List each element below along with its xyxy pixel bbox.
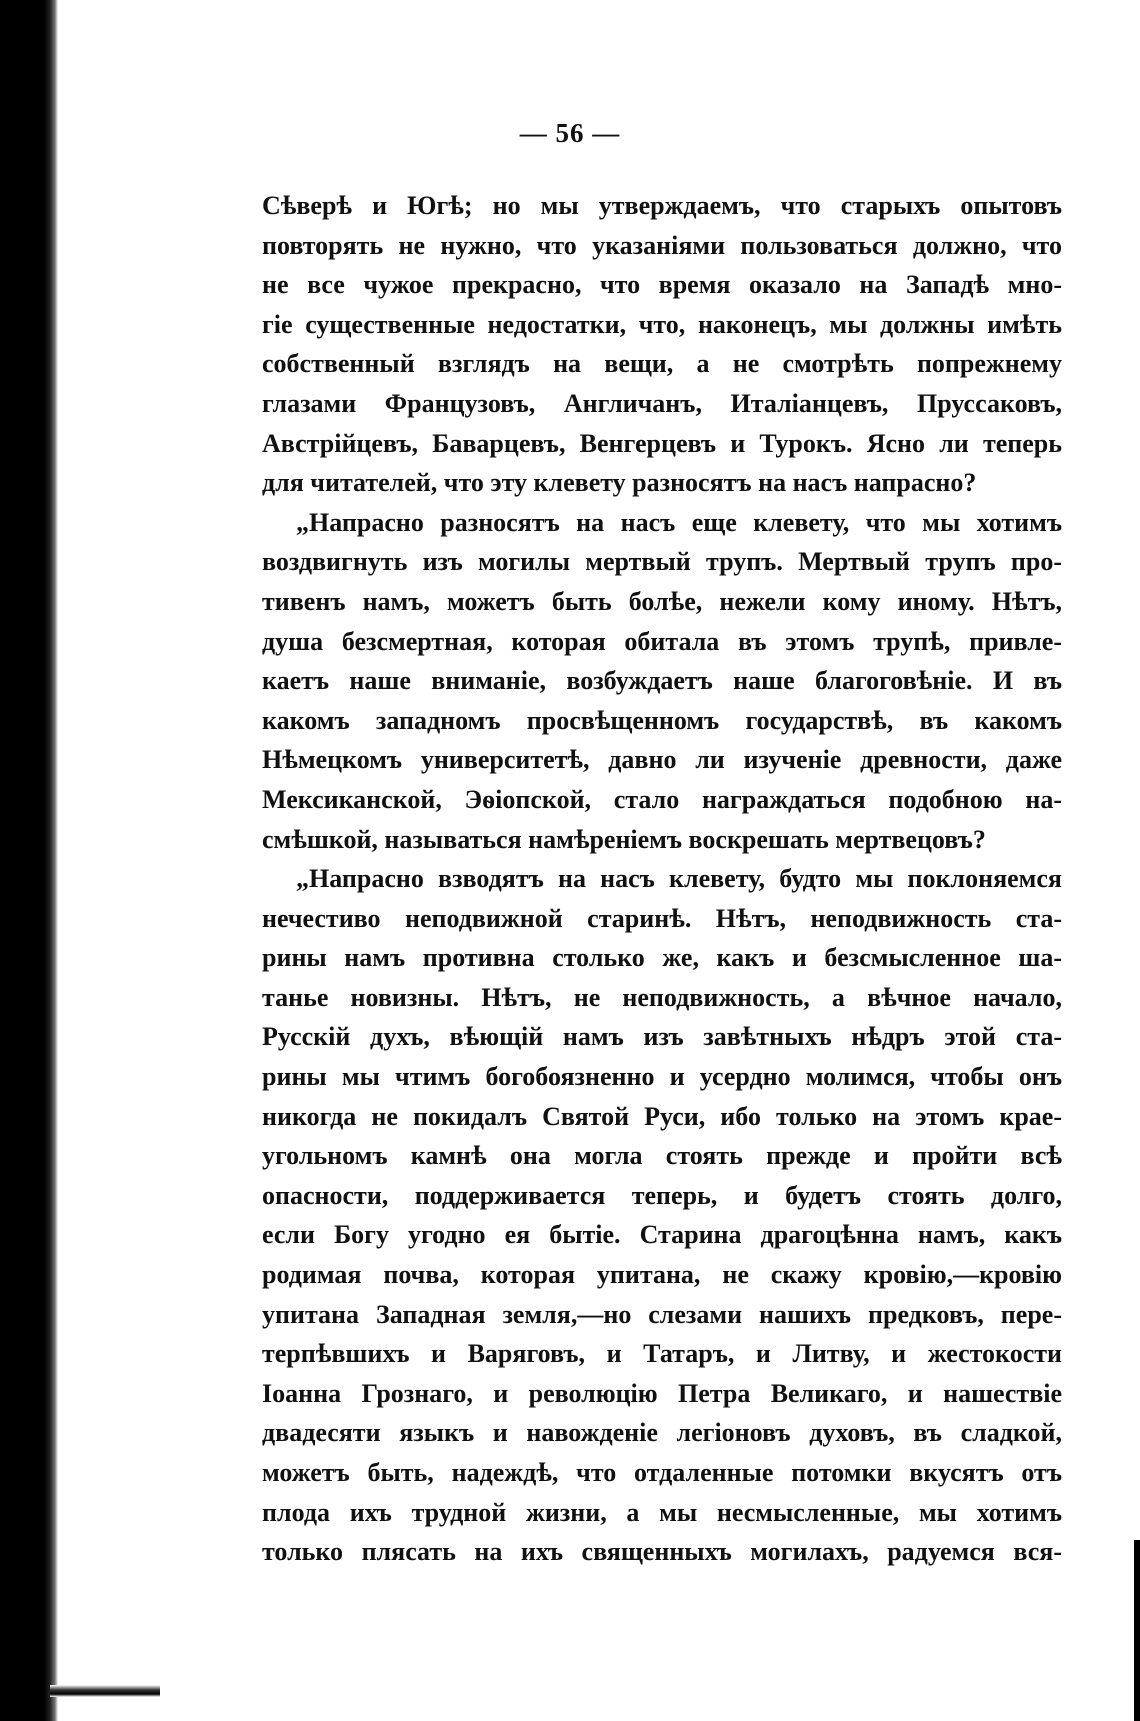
text-line: повторять не нужно, что указаніями пользоваться должно, что (262, 230, 1062, 260)
right-edge-mark (1134, 1540, 1140, 1721)
text-line: для читателей, что эту клевету разносятъ на насъ напрасно? (262, 468, 977, 498)
text-line: Австрійцевъ, Баварцевъ, Венгерцевъ и Турокъ. Ясно ли теперь (262, 428, 1062, 458)
text-line: Іоанна Грознаго, и революцію Петра Великаго, и нашествіе (262, 1378, 1062, 1408)
text-line: нечестиво неподвижной старинѣ. Нѣтъ, неподвижность ста- (262, 903, 1062, 933)
text-line: только плясать на ихъ священныхъ могилахъ, радуемся вся- (262, 1537, 1062, 1567)
text-line: можетъ быть, надеждѣ, что отдаленные потомки вкусятъ отъ (262, 1458, 1062, 1487)
text-line: какомъ западномъ просвѣщенномъ государствѣ, въ какомъ (262, 705, 1062, 735)
text-line: „Напрасно разносятъ на насъ еще клевету, что мы хотимъ (296, 507, 1062, 537)
text-line: воздвигнуть изъ могилы мертвый трупъ. Мертвый трупъ про- (262, 547, 1062, 577)
text-line: глазами Французовъ, Англичанъ, Италіанцевъ, Пруссаковъ, (262, 388, 1062, 418)
book-spine-shadow (0, 0, 58, 1721)
page-number: — 56 — (519, 118, 621, 148)
text-line: гіе существенные недостатки, что, наконецъ, мы должны имѣть (262, 309, 1062, 339)
text-line: Нѣмецкомъ университетѣ, давно ли изученіе древности, даже (262, 745, 1062, 775)
text-line: танье новизны. Нѣтъ, не неподвижность, а вѣчное начало, (262, 982, 1062, 1012)
text-line: опасности, поддерживается теперь, и будетъ стоять долго, (262, 1180, 1062, 1210)
text-line: Сѣверѣ и Югѣ; но мы утверждаемъ, что старыхъ опытовъ (262, 191, 1062, 220)
text-line: плода ихъ трудной жизни, а мы несмысленные, мы хотимъ (262, 1497, 1062, 1527)
text-line: собственный взглядъ на вещи, а не смотрѣть попрежнему (262, 349, 1062, 379)
text-line: родимая почва, которая упитана, не скажу кровію,—кровію (262, 1260, 1062, 1290)
text-line: если Богу угодно ея бытіе. Старина драгоцѣнна намъ, какъ (262, 1220, 1062, 1250)
text-line: никогда не покидалъ Святой Руси, ибо только на этомъ крае- (262, 1101, 1062, 1131)
text-line: терпѣвшихъ и Варяговъ, и Татаръ, и Литву, и жестокости (262, 1339, 1062, 1369)
text-line: „Напрасно взводятъ на насъ клевету, будто мы поклоняемся (296, 864, 1062, 894)
text-line: тивенъ намъ, можетъ быть болѣе, нежели кому иному. Нѣтъ, (262, 586, 1062, 616)
text-line: рины мы чтимъ богобоязненно и усердно молимся, чтобы онъ (262, 1062, 1062, 1092)
body-text (262, 186, 1062, 1572)
text-line: двадесяти языкъ и навожденіе легіоновъ духовъ, въ сладкой, (262, 1418, 1062, 1448)
text-line: душа безсмертная, которая обитала въ этомъ трупѣ, привле- (262, 626, 1062, 656)
text-line: смѣшкой, называться намѣреніемъ воскрешать мертвецовъ? (262, 824, 986, 854)
text-line: не все чужое прекрасно, что время оказало на Западѣ мно- (262, 270, 1062, 300)
text-line: каетъ наше вниманіе, возбуждаетъ наше благоговѣніе. И въ (262, 666, 1062, 696)
text-line: упитана Западная земля,—но слезами нашихъ предковъ, пере- (262, 1299, 1062, 1329)
text-line: угольномъ камнѣ она могла стоять прежде и пройти всѣ (262, 1141, 1062, 1171)
text-line: Русскій духъ, вѣющій намъ изъ завѣтныхъ нѣдръ этой ста- (262, 1022, 1062, 1052)
text-line: рины намъ противна столько же, какъ и безсмысленное ша- (262, 943, 1062, 973)
spine-foot-mark (50, 1685, 160, 1697)
text-line: Мексиканской, Эѳіопской, стало награждаться подобною на- (262, 784, 1062, 814)
